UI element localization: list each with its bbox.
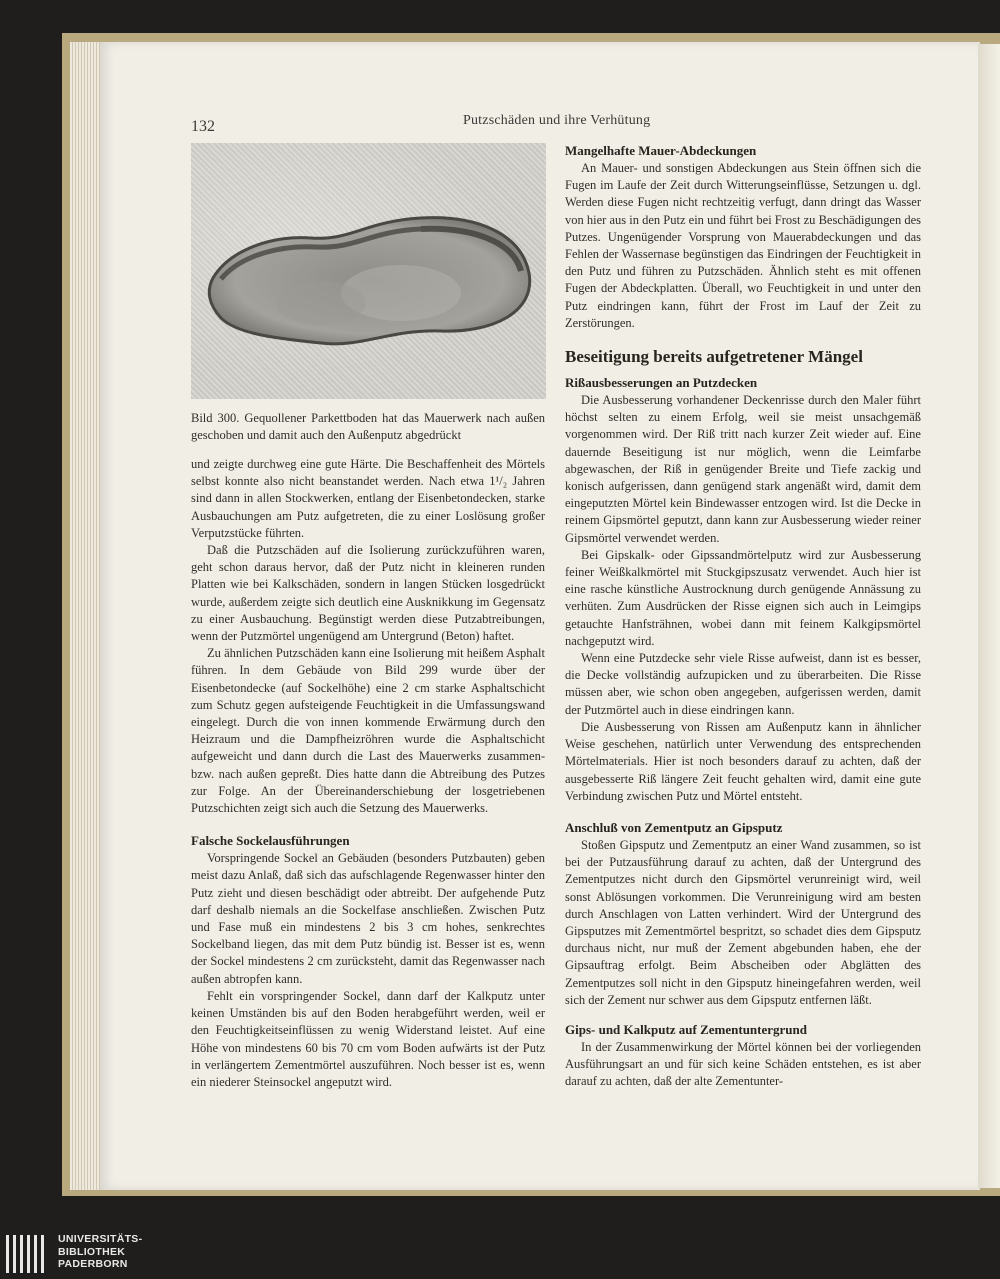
section-heading: Anschluß von Zementputz an Gipsputz [565, 819, 783, 835]
plaster-damage-illustration [191, 143, 546, 399]
page-gutter [978, 44, 1000, 1188]
logo-line: BIBLIOTHEK [58, 1245, 126, 1258]
figure-caption: Bild 300. Gequollener Parkettboden hat das Mauerwerk nach außen geschoben und damit auch den Außenputz abgedrückt [191, 411, 545, 442]
logo-line: UNIVERSITÄTS- [58, 1233, 143, 1245]
main-heading: Beseitigung bereits aufgetretener Mängel [565, 347, 863, 367]
paragraph: Daß die Putzschäden auf die Isolierung zurückzuführen waren, geht schon daraus hervor, daß der Putz nicht in kleineren runden Platten wie bei Kalkschäden, sondern in langen Stücken losgedrückt wurde, außerdem zeigte sich deutlich eine Ausknikkung im Gegensatz zu einer Ausbauchung. Begünstigt werden diese Putzabtreibungen, wenn der Putzmörtel ungenügend am Untergrund (Beton) haftet. [191, 543, 545, 644]
left-column [191, 456, 545, 1091]
section-heading: Gips- und Kalkputz auf Zementuntergrund [565, 1021, 807, 1037]
right-column [565, 142, 921, 1091]
paragraph: Vorspringende Sockel an Gebäuden (besonders Putzbauten) geben meist dazu Anlaß, daß sich das aufschlagende Regenwasser hinter den Putz zieht und diesen beschädigt oder abtreibt. Der aufgehende Putz darf deshalb niemals an die Sockelfase anschließen. Zwischen Putz und Fase muß ein mindestens 2 bis 3 cm hohes, senkrechtes Sockelband liegen, das mit dem Putz bündig ist. Besser ist es, wenn der Sockel mindestens 2 cm zurücksteht, damit das Regenwasser nach außen abtropfen kann. [191, 851, 545, 986]
logo-text [58, 1233, 142, 1271]
paragraph: Bei Gipskalk- oder Gipssandmörtelputz wird zur Ausbesserung feiner Weißkalkmörtel mit Stuckgipszusatz verwendet. Auch hier ist eine rasche künstliche Austrocknung durch genügende Annässung zu verhüten. Zum Ausdrücken der Risse eignen sich auch in Leimgips getauchte Hanfsträhnen, wobei dann mit feinem Kalkgipsmörtel nachgeputzt wird. [565, 547, 921, 648]
logo-bars-icon [6, 1235, 50, 1273]
paragraph: An Mauer- und sonstigen Abdeckungen aus Stein öffnen sich die Fugen im Laufe der Zeit durch Witterungseinflüsse, Setzungen u. dgl. Werden diese Fugen nicht rechtzeitig verfugt, dann dringt das Wasser von hier aus in den Putz ein und führt bei Frost zu Beschädigungen des Putzes. Ungenügender Vorsprung von Mauerabdeckungen und das Fehlen der Wassernase begünstigen das Eindringen der Feuchtigkeit in den Putz und führen zu Putzschäden. Ähnlich steht es mit offenen Fugen der Abdeckplatten. Überall, wo Feuchtigkeit in und unter den Putz eindringen kann, führt der Frost im Lauf der Zeit zu Zerstörungen. [565, 161, 921, 330]
paragraph: Die Ausbesserung von Rissen am Außenputz kann in ähnlicher Weise geschehen, natürlich unter Verwendung des entsprechenden Mörtelmaterials. Hier ist noch besonders darauf zu achten, daß der ausgebesserte Riß längere Zeit feucht gehalten wird, damit eine gute Verbindung zwischen Putz und Mörtel entsteht. [565, 719, 921, 803]
page-edges [70, 42, 104, 1190]
paragraph: Fehlt ein vorspringender Sockel, dann darf der Kalkputz unter keinen Umständen bis auf den Boden herabgeführt werden, weil er den Feuchtigkeitseinflüssen zu wenig Widerstand leistet. Auf eine Höhe von mindestens 60 bis 70 cm vom Boden aufwärts ist der Putz in verlängertem Zementmörtel auszuführen. Noch besser ist es, wenn ein niederer Steinsockel angeputzt wird. [191, 988, 545, 1089]
logo-line: PADERBORN [58, 1258, 128, 1270]
paragraph: In der Zusammenwirkung der Mörtel können bei der vorliegenden Ausführungsart an und für sich keine Schäden entstehen, es ist aber darauf zu achten, daß der alte Zementunter- [565, 1039, 921, 1089]
paragraph: Zu ähnlichen Putzschäden kann eine Isolierung mit heißem Asphalt führen. In dem Gebäude von Bild 299 wurde über der Eisenbetondecke (auf Sockelhöhe) eine 2 cm starke Asphaltschicht zum Schutz gegen aufsteigende Feuchtigkeit in die Umfassungswand eingelegt. Durch die von innen kommende Erwärmung durch den Heizraum und die Dampfheizröhren wurde die Asphaltschicht aufgeweicht und dann durch die Last des Mauerwerks zusammen- bzw. nach außen gepreßt. Dies hatte dann die Abtreibung des Putzes zur Folge. An der Übereinanderschiebung der losgetriebenen Putzschichten zeigt sich auch die Setzung des Mauerwerks. [191, 646, 545, 816]
section-heading: Mangelhafte Mauer-Abdeckungen [565, 143, 757, 158]
figure-photo [191, 143, 546, 399]
section-heading: Rißausbesserungen an Putzdecken [565, 375, 758, 391]
paragraph: Die Ausbesserung vorhandener Deckenrisse durch den Maler führt höchst selten zu einem Erfolg, weil sie meist unsachgemäß vorgenommen wird. Der Riß tritt nach kurzer Zeit wieder auf. Eine dauernde Beseitigung ist nur möglich, wenn die Leimfarbe abgewaschen, der Riß in genügender Breite und Tiefe zackig und konisch aufgerissen, dann genügend stark angenäßt wird, damit dem eingeputzten Mörtel kein Bindewasser entzogen wird. Ist die Decke in reinem Gipsmörtel geputzt, dann kann zur Ausbesserung wieder reiner Gipsmörtel verwendet werden. [565, 393, 921, 545]
paragraph: Wenn eine Putzdecke sehr viele Risse aufweist, dann ist es besser, die Decke vollständig aufzupicken und zu überarbeiten. Die Risse müssen aber, wie schon oben angegeben, aufgerissen werden, damit der Putzmörtel auch in diese eindringen kann. [565, 651, 921, 717]
paragraph: und zeigte durchweg eine gute Härte. Die Beschaffenheit des Mörtels selbst konnte also nicht beanstandet werden. Nach etwa 1¹/₂ Jahren sind dann in allen Stockwerken, entlang der Eisenbetondecken, starke Ausbauchungen am Putz aufgetreten, die zu einer Loslösung großer Verputzstücke führten. [191, 457, 545, 540]
running-title: Putzschäden und ihre Verhütung [463, 113, 651, 128]
library-logo [6, 1233, 146, 1275]
paragraph: Stoßen Gipsputz und Zementputz an einer Wand zusammen, so ist bei der Putzausführung darauf zu achten, daß der Untergrund des Zementputzes nicht durch den Gipsmörtel verunreinigt wird, weil sonst Ablösungen vorkommen. Die Verunreinigung wird am besten durch Anschlagen von Latten verhindert. Wird der Untergrund des Gipsputzes mit Zementmörtel bespritzt, so schadet dies dem Gipsputz durchaus nicht, nur muß der Zement abgebunden haben, ehe der Gipsauftrag erfolgt. Beim Abscheiben oder Abglätten des Zementputzes soll nicht in den Gipsputz hineingefahren werden, weil sich der Zement nur schwer aus dem Gipsputz entfernen läßt. [565, 837, 921, 1007]
page-number: 132 [191, 118, 215, 135]
section-heading: Falsche Sockelausführungen [191, 833, 350, 849]
